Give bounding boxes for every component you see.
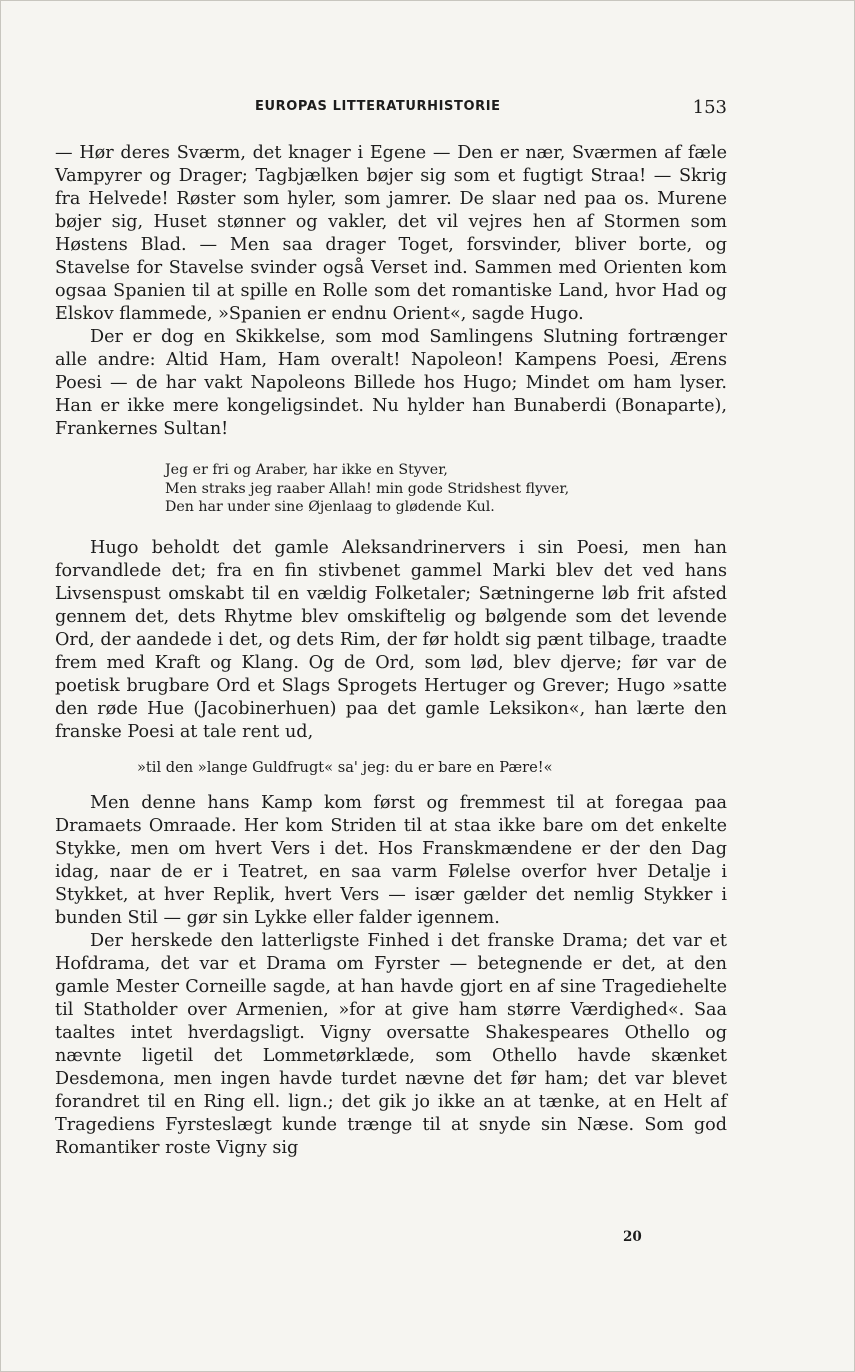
verse-line: Jeg er fri og Araber, har ikke en Styver, bbox=[165, 462, 448, 478]
verse-quotation bbox=[165, 461, 727, 517]
verse-line: Men straks jeg raaber Allah! min gode Stridshest flyver, bbox=[165, 480, 570, 497]
page-header bbox=[55, 97, 727, 121]
inline-quotation: »til den »lange Guldfrugt« sa' jeg: du er bare en Pære!« bbox=[137, 758, 553, 776]
running-title: EUROPAS LITTERATURHISTORIE bbox=[255, 99, 501, 114]
paragraph-court-drama: Der herskede den latterligste Finhed i det franske Drama; det var et Hofdrama, det var et Drama om Fyrster — betegnende er det, at den gamle Mester Corneille sagde, at han havde gjort en af sine Tragediehelte til Statholder over Armenien, »for at give ham større Værdighed«. Saa taaltes intet hverdagsligt. Vigny oversatte Shakespeares Othello og nævnte ligetil det Lommetørklæde, som Othello havde skænket Desdemona, men ingen havde turdet nævne det før ham; det var blevet forandret til en Ring ell. lign.; det gik jo ikke an at tænke, at en Helt af Tragediens Fyrsteslægt kunde trænge til at snyde sin Næse. Som god Romantiker roste Vigny sig bbox=[55, 930, 727, 1158]
verse-line: Den har under sine Øjenlaag to glødende Kul. bbox=[165, 499, 495, 515]
page-number: 153 bbox=[692, 97, 727, 118]
paragraph-storm: — Hør deres Sværm, det knager i Egene — Den er nær, Sværmen af fæle Vampyrer og Drager; Tagbjælken bøjer sig som et fugtigt Straa! — Skrig fra Helvede! Røster som hyler, som jamrer. De slaar ned paa os. Murene bøjer sig, Huset stønner og vakler, det vil vejres hen af Stormen som Høstens Blad. — Men saa drager Toget, forsvinder, bliver borte, og Stavelse for Stavelse svinder også Verset ind. Sammen med Orienten kom ogsaa Spanien til at spille en Rolle som det romantiske Land, hvor Had og Elskov flammede, »Spanien er endnu Orient«, sagde Hugo. bbox=[55, 143, 727, 324]
page-body bbox=[55, 142, 727, 1160]
paragraph-alexandrine: Hugo beholdt det gamle Aleksandrinervers i sin Poesi, men han forvandlede det; fra en fin stivbenet gammel Marki blev det ved hans Livsenspust omskabt til en vældig Folketaler; Sætningerne løb frit afsted gennem det, dets Rhytme blev omskiftelig og bølgende som det levende Ord, der aandede i det, og dets Rim, der før holdt sig pænt tilbage, traadte frem med Kraft og Klang. Og de Ord, som lød, blev djerve; før var de poetisk brugbare Ord et Slags Sprogets Hertuger og Grever; Hugo »satte den røde Hue (Jacobinerhuen) paa det gamle Leksikon«, han lærte den franske Poesi at tale rent ud, bbox=[55, 537, 727, 742]
signature-mark: 20 bbox=[623, 1229, 642, 1245]
paragraph-napoleon: Der er dog en Skikkelse, som mod Samlingens Slutning fortrænger alle andre: Altid Ham, Ham overalt! Napoleon! Kampens Poesi, Ærens Poesi — de har vakt Napoleons Billede hos Hugo; Mindet om ham lyser. Han er ikke mere kongeligsindet. Nu hylder han Bunaberdi (Bonaparte), Frankernes Sultan! bbox=[55, 327, 727, 439]
paragraph-drama: Men denne hans Kamp kom først og fremmest til at foregaa paa Dramaets Omraade. Her kom Striden til at staa ikke bare om det enkelte Stykke, men om hvert Vers i det. Hos Franskmændene er der den Dag idag, naar de er i Teatret, en saa varm Følelse overfor hver Detalje i Stykket, at hver Replik, hvert Vers — især gælder det nemlig Stykker i bunden Stil — gør sin Lykke eller falder igennem. bbox=[55, 792, 727, 928]
